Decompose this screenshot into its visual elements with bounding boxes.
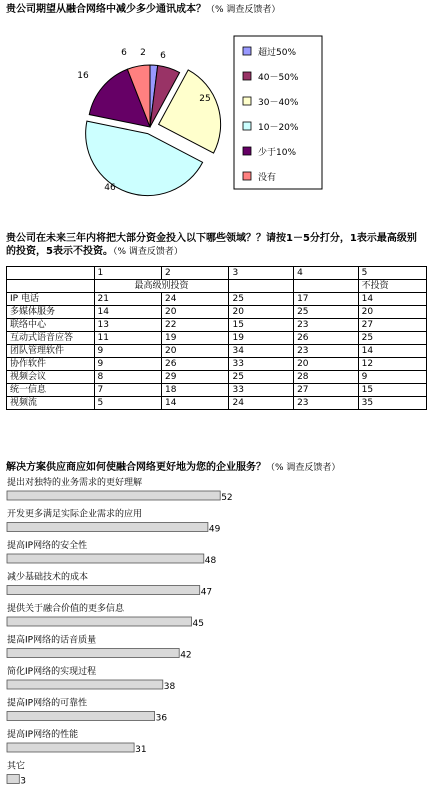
- table-cell: 20: [162, 345, 229, 358]
- table-row-label: 团队管理软件: [7, 345, 95, 358]
- pie-question-title: 贵公司期望从融合网络中减少多少通讯成本？（% 调查反馈者）: [6, 4, 281, 15]
- legend-swatch: [243, 47, 251, 55]
- legend-swatch: [243, 172, 251, 180]
- table-subheader-high: 最高级别投资: [94, 280, 229, 293]
- bar: [7, 523, 208, 532]
- table-cell: 34: [229, 345, 294, 358]
- table-cell: 18: [162, 384, 229, 397]
- table-column-header: 1: [94, 267, 161, 280]
- legend-swatch: [243, 72, 251, 80]
- table-cell: 15: [358, 384, 426, 397]
- pie-data-label: 46: [104, 183, 116, 193]
- table-cell: 29: [162, 371, 229, 384]
- legend-label: 没有: [258, 173, 277, 183]
- table-cell: 20: [229, 306, 294, 319]
- table-row: [7, 358, 427, 371]
- table-row: [7, 397, 427, 410]
- legend-swatch: [243, 147, 251, 155]
- table-cell: 25: [294, 306, 359, 319]
- pie-chart: [0, 20, 427, 225]
- table-cell: 25: [229, 293, 294, 306]
- bar-category-label: 提高IP网络的安全性: [7, 541, 88, 551]
- table-cell: 20: [162, 306, 229, 319]
- legend-label: 30－40%: [258, 98, 299, 108]
- table-row: [7, 319, 427, 332]
- table-cell: 14: [358, 345, 426, 358]
- table-cell: 21: [94, 293, 161, 306]
- table-cell: 24: [162, 293, 229, 306]
- bar: [7, 586, 200, 595]
- table-cell: 33: [229, 358, 294, 371]
- bar-category-label: 开发更多满足实际企业需求的应用: [7, 509, 143, 520]
- table-row-label: 联络中心: [7, 319, 95, 332]
- table-cell: 11: [94, 332, 161, 345]
- pie-svg: [0, 20, 427, 225]
- bar-category-label: 提高IP网络的可靠性: [7, 698, 88, 709]
- table-cell: 9: [358, 371, 426, 384]
- table-cell: 23: [294, 319, 359, 332]
- table-cell: 23: [294, 397, 359, 410]
- bar-value-label: 49: [208, 524, 221, 535]
- table-header-row: [7, 267, 427, 280]
- bar: [7, 680, 163, 689]
- bar: [7, 775, 19, 784]
- table-cell: 27: [294, 384, 359, 397]
- bar: [7, 712, 155, 721]
- bar-value-label: 31: [135, 745, 147, 755]
- table-cell: 25: [358, 332, 426, 345]
- table-subheader-row: [7, 280, 427, 293]
- bar-value-label: 38: [163, 682, 176, 692]
- table-subheader-blank: [294, 280, 359, 293]
- pie-data-label: 6: [121, 48, 127, 58]
- table-cell: 24: [229, 397, 294, 410]
- table-column-header: 2: [162, 267, 229, 280]
- table-cell: 20: [358, 306, 426, 319]
- table-row-label: 互动式语音应答: [7, 332, 95, 345]
- table-cell: 26: [294, 332, 359, 345]
- table-subheader-blank: [229, 280, 294, 293]
- table-corner-cell: [7, 280, 95, 293]
- bar-value-label: 52: [221, 493, 233, 503]
- table-cell: 14: [94, 306, 161, 319]
- table-cell: 5: [94, 397, 161, 410]
- table-row-label: 统一信息: [7, 384, 95, 397]
- pie-legend: [234, 36, 322, 189]
- bar-value-label: 48: [204, 556, 217, 566]
- table-row: [7, 306, 427, 319]
- table-row: [7, 384, 427, 397]
- table-cell: 27: [358, 319, 426, 332]
- legend-label: 10－20%: [258, 123, 299, 133]
- table-row: [7, 293, 427, 306]
- pie-data-label: 2: [140, 48, 146, 58]
- table-row: [7, 332, 427, 345]
- bar-category-label: 提高IP网络的性能: [7, 730, 79, 740]
- bar: [7, 649, 179, 658]
- investment-table-container: [6, 266, 427, 410]
- pie-data-label: 6: [160, 51, 166, 61]
- bar-category-label: 提出对独特的业务需求的更好理解: [7, 478, 143, 488]
- table-cell: 19: [162, 332, 229, 345]
- legend-swatch: [243, 97, 251, 105]
- bar-value-label: 47: [200, 587, 213, 598]
- legend-label: 超过50%: [258, 48, 297, 58]
- table-cell: 15: [229, 319, 294, 332]
- bar-value-label: 3: [20, 776, 27, 787]
- bar-category-label: 减少基础技术的成本: [7, 572, 89, 583]
- table-cell: 23: [294, 345, 359, 358]
- table-column-header: 3: [229, 267, 294, 280]
- pie-data-label: 25: [199, 94, 211, 104]
- bar: [7, 617, 192, 626]
- table-question-title: 贵公司在未来三年内将把大部分资金投入以下哪些领域？？请按1－5分打分，1表示最高级别的投资，5表示不投资。（% 调查反馈者）: [6, 233, 417, 257]
- legend-swatch: [243, 122, 251, 130]
- table-corner-cell: [7, 267, 95, 280]
- table-cell: 20: [294, 358, 359, 371]
- table-cell: 25: [229, 371, 294, 384]
- bar-question-title: 解决方案供应商应如何使融合网络更好地为您的企业服务？（% 调查反馈者）: [6, 462, 341, 473]
- table-column-header: 4: [294, 267, 359, 280]
- bar-category-label: 其它: [7, 761, 26, 772]
- table-row-label: 视频会议: [7, 371, 95, 384]
- bar-value-label: 36: [155, 713, 168, 724]
- bar: [7, 491, 220, 500]
- table-row: [7, 345, 427, 358]
- bar: [7, 743, 134, 752]
- bar-value-label: 42: [180, 650, 192, 661]
- table-cell: 7: [94, 384, 161, 397]
- bar-category-label: 提高IP网络的话音质量: [7, 635, 97, 646]
- bar-category-label: 提供关于融合价值的更多信息: [7, 604, 125, 614]
- legend-label: 40－50%: [258, 73, 299, 83]
- table-cell: 14: [162, 397, 229, 410]
- table-cell: 19: [229, 332, 294, 345]
- table-row-label: 视频流: [7, 397, 95, 410]
- bar-chart: [0, 473, 427, 800]
- table-cell: 14: [358, 293, 426, 306]
- table-cell: 33: [229, 384, 294, 397]
- table-subheader-none: 不投资: [358, 280, 426, 293]
- bar-value-label: 45: [192, 619, 204, 629]
- table-cell: 17: [294, 293, 359, 306]
- table-cell: 8: [94, 371, 161, 384]
- table-cell: 9: [94, 358, 161, 371]
- investment-table: [6, 266, 427, 410]
- bar-category-label: 简化IP网络的实现过程: [7, 667, 97, 677]
- table-cell: 9: [94, 345, 161, 358]
- table-row-label: 协作软件: [7, 358, 95, 371]
- table-row-label: IP 电话: [7, 293, 95, 306]
- bar: [7, 554, 204, 563]
- table-cell: 12: [358, 358, 426, 371]
- table-column-header: 5: [358, 267, 426, 280]
- table-cell: 26: [162, 358, 229, 371]
- table-row: [7, 371, 427, 384]
- bar-svg: [0, 473, 427, 800]
- table-cell: 22: [162, 319, 229, 332]
- table-cell: 13: [94, 319, 161, 332]
- table-cell: 35: [358, 397, 426, 410]
- table-row-label: 多媒体服务: [7, 306, 95, 319]
- pie-data-label: 16: [77, 71, 89, 81]
- legend-label: 少于10%: [258, 148, 297, 158]
- table-cell: 28: [294, 371, 359, 384]
